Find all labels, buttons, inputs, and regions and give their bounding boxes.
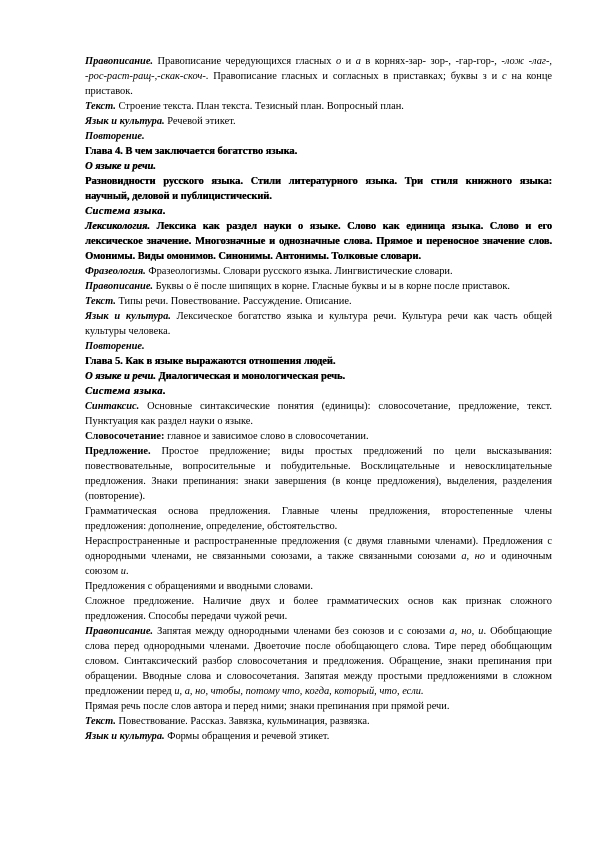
text-italic: а, но, и bbox=[449, 626, 484, 637]
ch5-complex: Сложное предложение. Наличие двух и более грамматических основ как признак сложного предложения. Способы передачи чужой речи. bbox=[85, 596, 552, 622]
text: Лексическое богатство языка и культура речи. Культура речи как часть общей культуры человека. bbox=[85, 311, 553, 337]
paragraph-repeat bbox=[85, 129, 552, 144]
text: Фразеологизмы. Словари русского языка. Лингвистические словари. bbox=[145, 266, 453, 277]
label-sentence: Предложение. bbox=[85, 446, 151, 457]
ch4-about-label bbox=[85, 159, 552, 174]
ch4-repeat bbox=[85, 339, 552, 354]
text-italic: и bbox=[120, 566, 126, 577]
text: Типы речи. Повествование. Рассуждение. Описание. bbox=[115, 296, 352, 307]
paragraph-spelling bbox=[85, 54, 552, 99]
ch4-phraseology bbox=[85, 264, 552, 279]
label-spelling: Правописание. bbox=[85, 626, 154, 637]
label-system: Система языка. bbox=[85, 386, 166, 397]
ch5-syntax bbox=[85, 399, 552, 429]
text: . Обобщающие слова перед однородными членами. Двоеточие после обобщающего слова. Тире перед обобщающим словом. Синтаксический разбор словосочетания и предложения. Обращение, знаки препинания при обращении. Вводные слова и словосочетания. Запятая между простыми предложениями в сложном предложении перед bbox=[85, 626, 552, 697]
paragraph-culture bbox=[85, 114, 552, 129]
text: Повествование. Рассказ. Завязка, кульминация, развязка. bbox=[115, 716, 370, 727]
paragraph-text bbox=[85, 99, 552, 114]
text: . Правописание гласных и согласных в приставках; буквы з и bbox=[205, 71, 503, 82]
ch5-about bbox=[85, 369, 552, 384]
label-repeat: Повторение. bbox=[85, 131, 145, 142]
text-italic: и, а, но, чтобы, потому что, когда, который, что, если. bbox=[174, 686, 424, 697]
text-italic: а, но bbox=[461, 551, 485, 562]
text: Нераспространенные и распространенные предложения (с двумя главными членами). Предложения с однородными членами, не связанными союзами, а также связанными союзами bbox=[85, 536, 552, 562]
ch4-culture bbox=[85, 309, 552, 339]
ch4-lexicology bbox=[85, 219, 552, 264]
label-spelling: Правописание. bbox=[85, 56, 154, 67]
text: Запятая между однородными членами без союзов и с союзами bbox=[153, 626, 450, 637]
ch4-system-label bbox=[85, 204, 552, 219]
label-text: Текст. bbox=[85, 716, 116, 727]
label-lexicology: Лексикология. bbox=[85, 221, 150, 232]
text: Правописание чередующихся гласных bbox=[153, 56, 336, 67]
text: Простое предложение; виды простых предложений по цели высказывания: повествовательные, вопросительные и побудительные. Восклицательные и невосклицательные предложения. Знаки препинания: знаки завершения (в конце предложения), выделения, разделения (повторение). bbox=[85, 446, 552, 502]
text: Диалогическая и монологическая речь. bbox=[155, 371, 346, 382]
ch5-text bbox=[85, 714, 552, 729]
label-text: Текст. bbox=[85, 296, 116, 307]
text-italic: с bbox=[502, 71, 507, 82]
text: Строение текста. План текста. Тезисный план. Вопросный план. bbox=[115, 101, 404, 112]
text: Буквы о ё после шипящих в корне. Гласные буквы и ы в корне после приставок. bbox=[153, 281, 510, 292]
label-spelling: Правописание. bbox=[85, 281, 154, 292]
label-about: О языке и речи. bbox=[85, 161, 156, 172]
text: Формы обращения и речевой этикет. bbox=[164, 731, 330, 742]
text-italic: -лож -лаг-, -рос-раст-ращ-,-скак-скоч- bbox=[85, 56, 553, 82]
label-culture: Язык и культура. bbox=[85, 311, 171, 322]
ch4-spelling bbox=[85, 279, 552, 294]
ch5-culture bbox=[85, 729, 552, 744]
ch5-grammar-basis: Грамматическая основа предложения. Главные члены предложения, второстепенные члены предложения: дополнение, определение, обстоятельство. bbox=[85, 506, 552, 532]
text: в корнях-зар- зор-, -гар-гор-, bbox=[360, 56, 502, 67]
text-italic: а bbox=[355, 56, 361, 67]
ch4-about-text: Разновидности русского языка. Стили литературного языка. Три стиля книжного языка: научный, деловой и публицистический. bbox=[85, 176, 552, 202]
ch5-extended bbox=[85, 534, 552, 579]
text: Речевой этикет. bbox=[164, 116, 236, 127]
ch5-spelling bbox=[85, 624, 552, 699]
text: Лексика как раздел науки о языке. Слово как единица языка. Слово и его лексическое значение. Многозначные и однозначные слова. Прямое и переносное значение слов. Омонимы. Виды омонимов. Синонимы. Антонимы. Толковые словари. bbox=[85, 221, 552, 262]
text: . bbox=[126, 566, 129, 577]
text: на конце приставок. bbox=[85, 71, 552, 97]
chapter-5-title: Глава 5. Как в языке выражаются отношения людей. bbox=[85, 356, 336, 367]
label-repeat: Повторение. bbox=[85, 341, 145, 352]
text: и одиночным союзом bbox=[85, 551, 552, 577]
text-italic: о bbox=[335, 56, 342, 67]
text: главное и зависимое слово в словосочетании. bbox=[164, 431, 369, 442]
label-phrase: Словосочетание: bbox=[85, 431, 165, 442]
ch5-sentence bbox=[85, 444, 552, 504]
ch4-text bbox=[85, 294, 552, 309]
text: Основные синтаксические понятия (единицы): словосочетание, предложение, текст. Пунктуация как раздел науки о языке. bbox=[85, 401, 552, 427]
label-culture: Язык и культура. bbox=[85, 116, 165, 127]
chapter-4-title: Глава 4. В чем заключается богатство языка. bbox=[85, 146, 298, 157]
ch5-phrase bbox=[85, 429, 552, 444]
label-about: О языке и речи. bbox=[85, 371, 156, 382]
label-phraseology: Фразеология. bbox=[85, 266, 146, 277]
ch5-system-label bbox=[85, 384, 552, 399]
label-syntax: Синтаксис. bbox=[85, 401, 140, 412]
ch5-address: Предложения с обращениями и вводными словами. bbox=[85, 581, 313, 592]
document-page bbox=[85, 54, 552, 744]
text: и bbox=[341, 56, 356, 67]
ch5-direct-speech: Прямая речь после слов автора и перед ними; знаки препинания при прямой речи. bbox=[85, 701, 450, 712]
label-system: Система языка. bbox=[85, 206, 166, 217]
label-text: Текст. bbox=[85, 101, 116, 112]
label-culture: Язык и культура. bbox=[85, 731, 165, 742]
